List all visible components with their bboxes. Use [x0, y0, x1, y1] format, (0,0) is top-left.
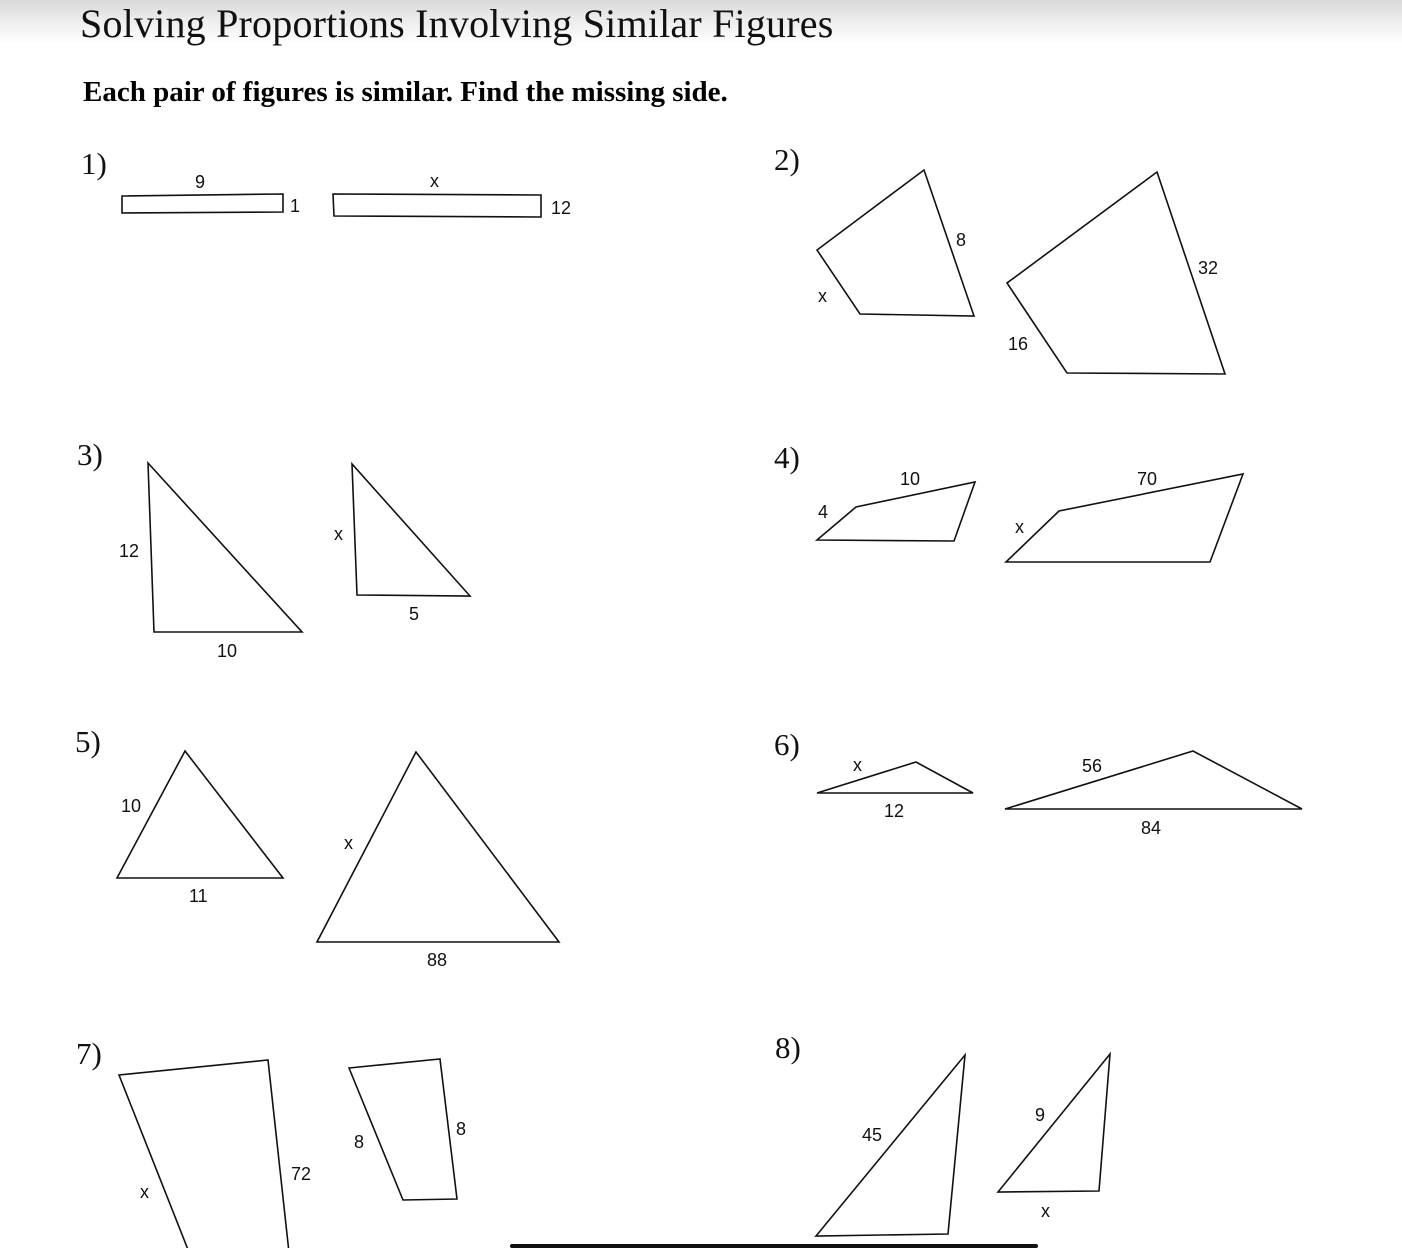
p2-label-b-left: 16: [1008, 334, 1029, 354]
problem-number-3: 3): [77, 437, 103, 472]
p7-label-b-right: 8: [456, 1119, 467, 1139]
p4-label-a-left: 4: [818, 502, 829, 522]
p6-triangle-small: [817, 762, 973, 793]
p1-rectangle-small: [122, 194, 283, 213]
worksheet-instructions: Each pair of figures is similar. Find the missing side.: [83, 76, 728, 108]
p1-label-b-side: 12: [551, 198, 572, 218]
p7-quad-large: [119, 1060, 292, 1248]
problem-number-7: 7): [76, 1036, 102, 1071]
problem-1-figures: [122, 171, 571, 218]
p3-triangle-small: [352, 464, 470, 596]
p3-label-b-bottom: 5: [409, 604, 420, 624]
p5-triangle-large: [317, 752, 559, 942]
problem-6-figures: [817, 751, 1302, 838]
problem-number-8: 8): [775, 1030, 801, 1065]
p4-quad-large: [1006, 474, 1243, 562]
p3-label-a-left: 12: [119, 541, 140, 561]
p5-label-a-left: 10: [121, 796, 142, 816]
p5-label-a-bottom: 11: [189, 886, 208, 906]
p6-label-b-top: 56: [1082, 756, 1103, 776]
p2-label-b-right: 32: [1198, 258, 1219, 278]
p8-triangle-small: [998, 1054, 1110, 1192]
problem-number-1: 1): [81, 146, 107, 181]
p5-triangle-small: [117, 751, 283, 878]
p3-label-b-left: x: [334, 524, 343, 544]
p6-label-a-bottom: 12: [884, 801, 905, 821]
p3-triangle-large: [148, 463, 302, 632]
worksheet-title: Solving Proportions Involving Similar Figures: [80, 1, 834, 46]
p7-label-a-right: 72: [291, 1164, 312, 1184]
problem-3-figures: [119, 463, 470, 661]
problem-number-4: 4): [774, 440, 800, 475]
p4-quad-small: [817, 482, 975, 541]
p2-quad-small: [817, 170, 974, 316]
problem-8-figures: [816, 1054, 1110, 1236]
p8-label-b-hyp: 9: [1035, 1105, 1046, 1125]
problem-7-figures: [119, 1059, 466, 1248]
p1-label-a-side: 1: [290, 196, 301, 216]
p5-label-b-bottom: 88: [427, 950, 448, 970]
p7-quad-small: [349, 1059, 457, 1200]
p7-label-a-left: x: [140, 1182, 149, 1202]
p1-rectangle-large: [333, 194, 541, 217]
p3-label-a-bottom: 10: [217, 641, 238, 661]
p6-label-b-bottom: 84: [1141, 818, 1162, 838]
bottom-scroll-bar: [510, 1244, 1038, 1248]
problem-4-figures: [817, 469, 1243, 562]
problem-number-2: 2): [774, 142, 800, 177]
p1-label-a-top: 9: [195, 172, 206, 192]
p4-label-a-top: 10: [900, 469, 921, 489]
p4-label-b-left: x: [1015, 517, 1024, 537]
p8-triangle-large: [816, 1055, 965, 1236]
problem-number-5: 5): [75, 724, 101, 759]
p2-quad-large: [1007, 172, 1225, 374]
p4-label-b-top: 70: [1137, 469, 1158, 489]
problem-5-figures: [117, 751, 559, 970]
p5-label-b-left: x: [344, 833, 353, 853]
p2-label-a-right: 8: [956, 230, 967, 250]
p6-label-a-top: x: [853, 755, 862, 775]
problem-2-figures: [817, 170, 1225, 374]
p6-triangle-large: [1005, 751, 1302, 809]
p7-label-b-left: 8: [354, 1132, 365, 1152]
p8-label-b-bottom: x: [1041, 1201, 1050, 1221]
p1-label-b-top: x: [430, 171, 439, 191]
problem-number-6: 6): [774, 727, 800, 762]
p8-label-a-hyp: 45: [862, 1125, 883, 1145]
p2-label-a-left: x: [818, 286, 827, 306]
